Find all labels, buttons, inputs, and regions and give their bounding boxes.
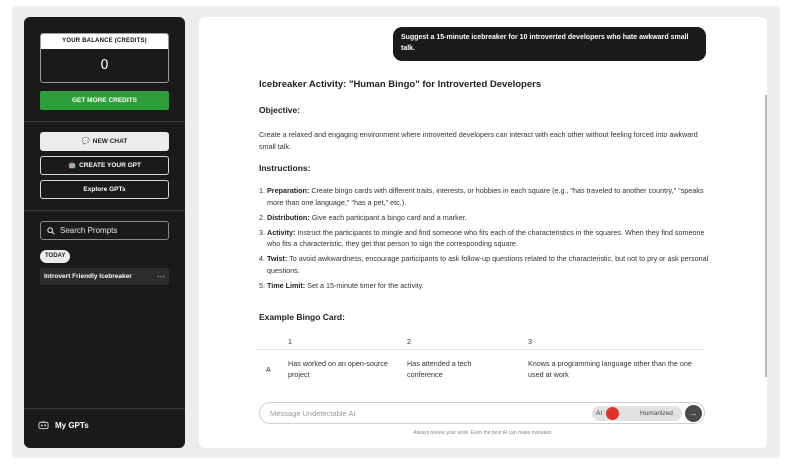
table-cell: Has attended a tech conference xyxy=(407,359,472,379)
search-prompts-input[interactable] xyxy=(40,221,169,240)
send-button[interactable] xyxy=(685,405,702,422)
history-item-label: Introvert Friendly Icebreaker xyxy=(44,273,132,280)
search-placeholder: Search Prompts xyxy=(60,226,118,235)
today-badge: TODAY xyxy=(40,250,70,263)
sidebar-divider xyxy=(24,121,185,122)
toggle-knob-icon[interactable] xyxy=(606,407,619,420)
new-chat-label: NEW CHAT xyxy=(92,138,128,145)
bingo-heading: Example Bingo Card: xyxy=(259,312,345,322)
create-gpt-label: CREATE YOUR GPT xyxy=(79,162,141,169)
message-input[interactable] xyxy=(259,402,705,424)
list-item: 4. Twist: To avoid awkwardness, encourage participants to ask follow-up questions related to the characteristic, but not to pry or ask personal questions. xyxy=(259,254,709,275)
table-header-cell: 3 xyxy=(528,337,532,346)
chat-panel xyxy=(199,17,767,448)
my-gpts-link[interactable] xyxy=(38,420,89,430)
sidebar xyxy=(24,17,185,448)
get-more-credits-button[interactable]: GET MORE CREDITS xyxy=(40,91,169,110)
table-cell: Knows a programming language other than the one used at work xyxy=(528,359,692,379)
new-chat-button[interactable] xyxy=(40,132,169,151)
create-gpt-button[interactable] xyxy=(40,156,169,175)
explore-gpts-label: Explore GPTs xyxy=(83,186,126,193)
table-cell: Has worked on an open-source project xyxy=(288,359,388,379)
ai-humanized-toggle[interactable] xyxy=(592,406,682,421)
message-placeholder: Message Undetectable AI xyxy=(270,409,356,418)
list-item: 1. Preparation: Create bingo cards with different traits, interests, or hobbies in each square (e.g., "has traveled to another country," "speaks more than one language," "has a pet," etc.). xyxy=(259,186,704,207)
chat-bubble-icon: 💬 xyxy=(81,138,90,145)
objective-text: Create a relaxed and engaging environment where introverted developers can interact with each other without feeling forced into awkward small talk. xyxy=(259,130,698,151)
my-gpts-label: My GPTs xyxy=(55,420,89,430)
history-item[interactable] xyxy=(40,268,169,285)
more-options-icon[interactable]: ⋯ xyxy=(157,272,165,281)
search-icon xyxy=(47,227,55,235)
table-header-cell: 1 xyxy=(288,337,292,346)
table-header-cell: 2 xyxy=(407,337,411,346)
disclaimer-text: Always review your work. Even the best AI can make mistakes. xyxy=(413,430,553,436)
balance-card xyxy=(40,33,169,83)
sidebar-divider xyxy=(24,210,185,211)
response-title: Icebreaker Activity: "Human Bingo" for Introverted Developers xyxy=(259,79,542,90)
balance-label: YOUR BALANCE (CREDITS) xyxy=(41,34,168,49)
gpts-icon xyxy=(38,420,49,430)
scrollbar[interactable] xyxy=(765,95,767,377)
instructions-heading: Instructions: xyxy=(259,163,311,173)
list-item: 2. Distribution: Give each participant a bingo card and a marker. xyxy=(259,212,467,222)
toggle-ai-label: AI xyxy=(596,410,603,417)
balance-value: 0 xyxy=(100,58,109,73)
explore-gpts-button[interactable] xyxy=(40,180,169,199)
user-message: Suggest a 15-minute icebreaker for 10 introverted developers who hate awkward small talk. xyxy=(393,27,706,61)
toggle-humanized-label: Humanized xyxy=(640,410,673,417)
objective-heading: Objective: xyxy=(259,105,301,115)
sidebar-divider xyxy=(24,408,185,409)
table-cell: A xyxy=(266,365,271,374)
robot-icon: 🤖 xyxy=(68,162,77,169)
instructions-list xyxy=(259,185,709,295)
list-item: 3. Activity: Instruct the participants to mingle and find someone who fits each of the characteristics in the squares. When they find someone who fits a characteristic, they get that person to sign the corresponding square. xyxy=(259,227,705,248)
arrow-right-icon: → xyxy=(689,409,698,418)
list-item: 5. Time Limit: Set a 15-minute timer for the activity. xyxy=(259,280,424,290)
table-header-row xyxy=(255,332,705,350)
